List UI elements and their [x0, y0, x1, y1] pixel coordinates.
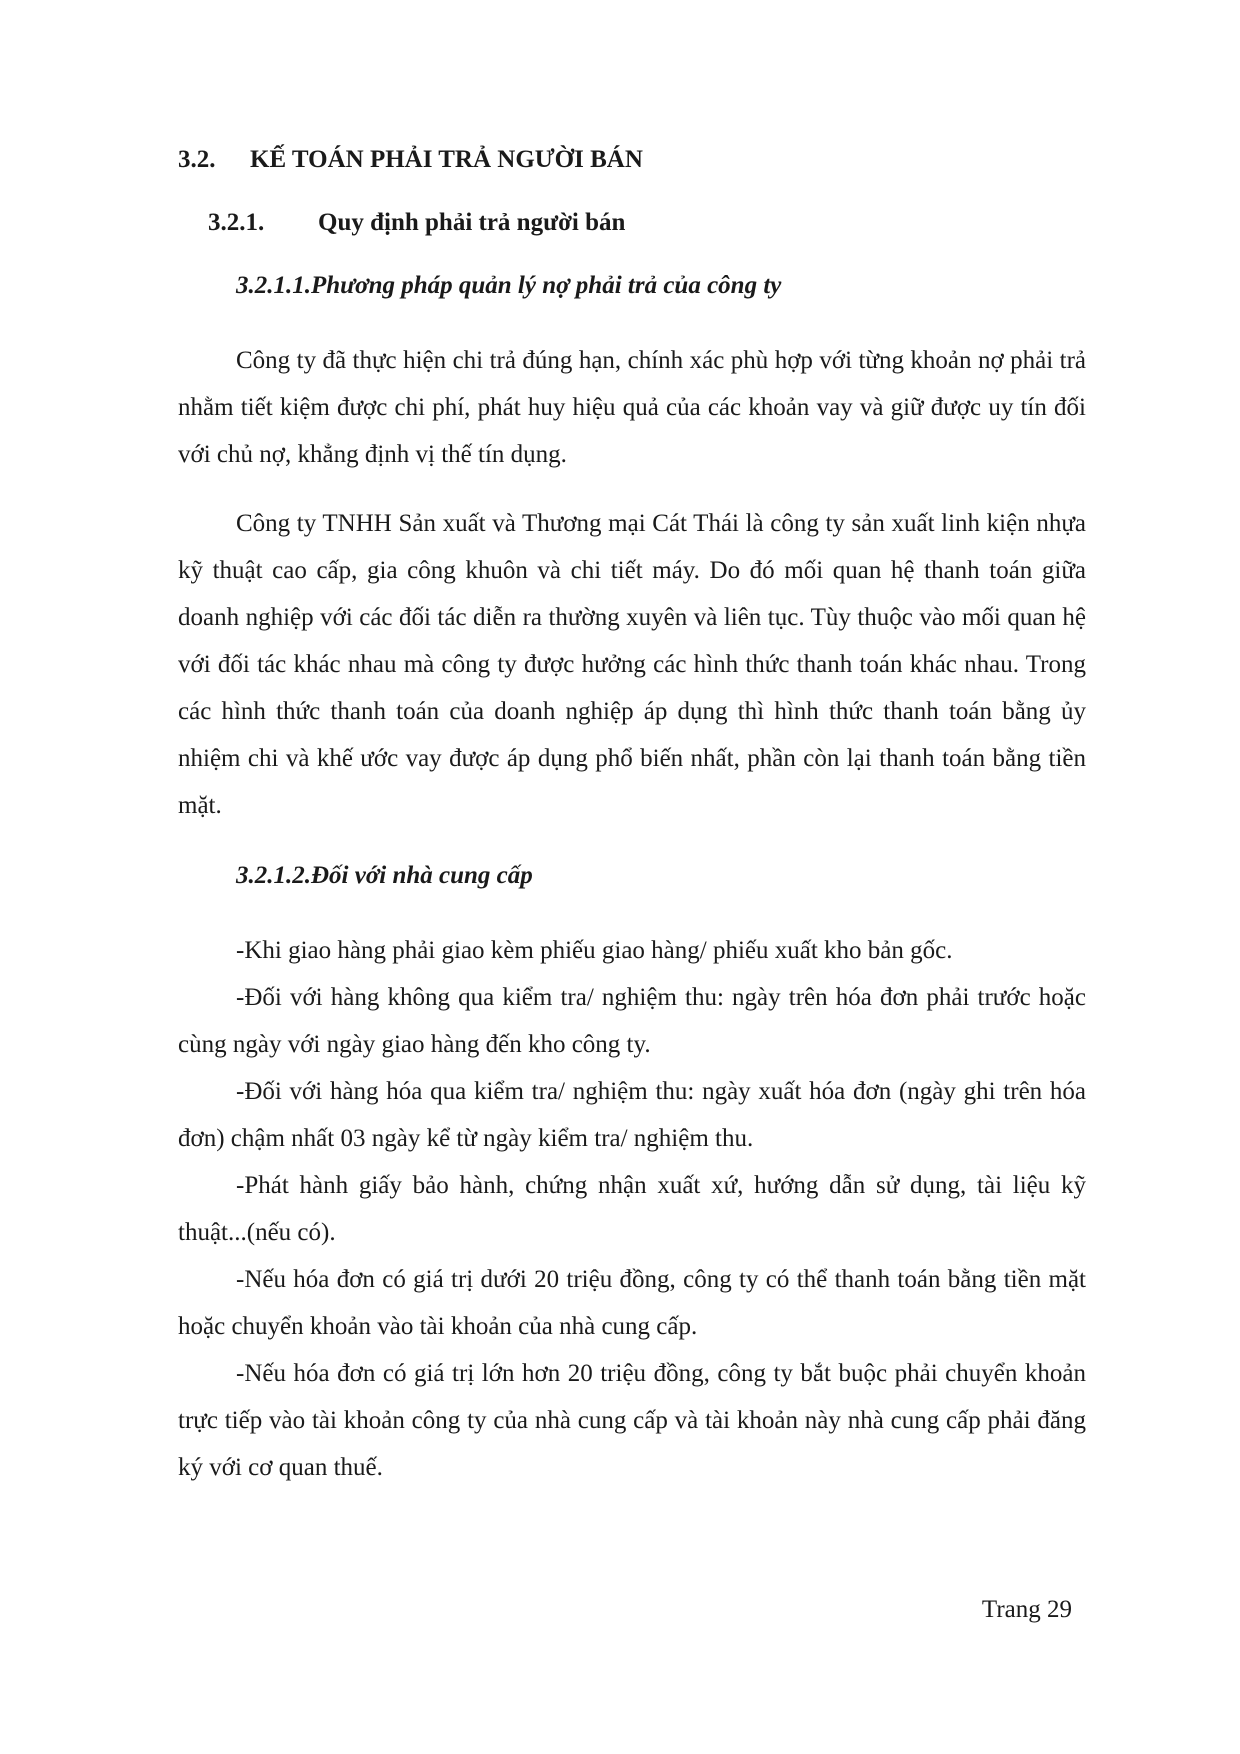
list-item: -Đối với hàng hóa qua kiểm tra/ nghiệm thu: ngày xuất hóa đơn (ngày ghi trên hóa đơn) chậm nhất 03 ngày kể từ ngày kiểm tra/ nghiệm thu.	[178, 1078, 1086, 1152]
subsection-title: Quy định phải trả người bán	[318, 209, 626, 236]
subsubsection-heading-2: 3.2.1.2.Đối với nhà cung cấp	[236, 862, 533, 889]
list-item: -Nếu hóa đơn có giá trị lớn hơn 20 triệu đồng, công ty bắt buộc phải chuyển khoản trực tiếp vào tài khoản công ty của nhà cung cấp và tài khoản này nhà cung cấp phải đăng ký với cơ quan thuế.	[178, 1360, 1086, 1481]
list-item: -Đối với hàng không qua kiểm tra/ nghiệm thu: ngày trên hóa đơn phải trước hoặc cùng ngày với ngày giao hàng đến kho công ty.	[178, 984, 1086, 1058]
subsection-number: 3.2.1.	[208, 209, 265, 236]
section-title: KẾ TOÁN PHẢI TRẢ NGƯỜI BÁN	[250, 146, 643, 173]
list-item: -Khi giao hàng phải giao kèm phiếu giao hàng/ phiếu xuất kho bản gốc.	[236, 937, 953, 964]
paragraph-1: Công ty đã thực hiện chi trả đúng hạn, chính xác phù hợp với từng khoản nợ phải trả nhằm tiết kiệm được chi phí, phát huy hiệu quả của các khoản vay và giữ được uy tín đối với chủ nợ, khẳng định vị thế tín dụng.	[178, 347, 1086, 468]
subsection-heading	[208, 209, 625, 237]
subsubsection-heading-1: 3.2.1.1.Phương pháp quản lý nợ phải trả của công ty	[236, 272, 782, 299]
page-number: Trang 29	[981, 1596, 1072, 1623]
paragraph-2: Công ty TNHH Sản xuất và Thương mại Cát Thái là công ty sản xuất linh kiện nhựa kỹ thuật cao cấp, gia công khuôn và chi tiết máy. Do đó mối quan hệ thanh toán giữa doanh nghiệp với các đối tác diễn ra thường xuyên và liên tục. Tùy thuộc vào mối quan hệ với đối tác khác nhau mà công ty được hưởng các hình thức thanh toán khác nhau. Trong các hình thức thanh toán của doanh nghiệp áp dụng thì hình thức thanh toán bằng ủy nhiệm chi và khế ước vay được áp dụng phổ biến nhất, phần còn lại thanh toán bằng tiền mặt.	[178, 510, 1086, 819]
section-heading	[178, 146, 643, 174]
section-number: 3.2.	[178, 146, 216, 173]
list-item: -Phát hành giấy bảo hành, chứng nhận xuất xứ, hướng dẫn sử dụng, tài liệu kỹ thuật...(nếu có).	[178, 1172, 1086, 1246]
list-item: -Nếu hóa đơn có giá trị dưới 20 triệu đồng, công ty có thể thanh toán bằng tiền mặt hoặc chuyển khoản vào tài khoản của nhà cung cấp.	[178, 1266, 1086, 1340]
supplier-rules-list	[178, 927, 1086, 1491]
